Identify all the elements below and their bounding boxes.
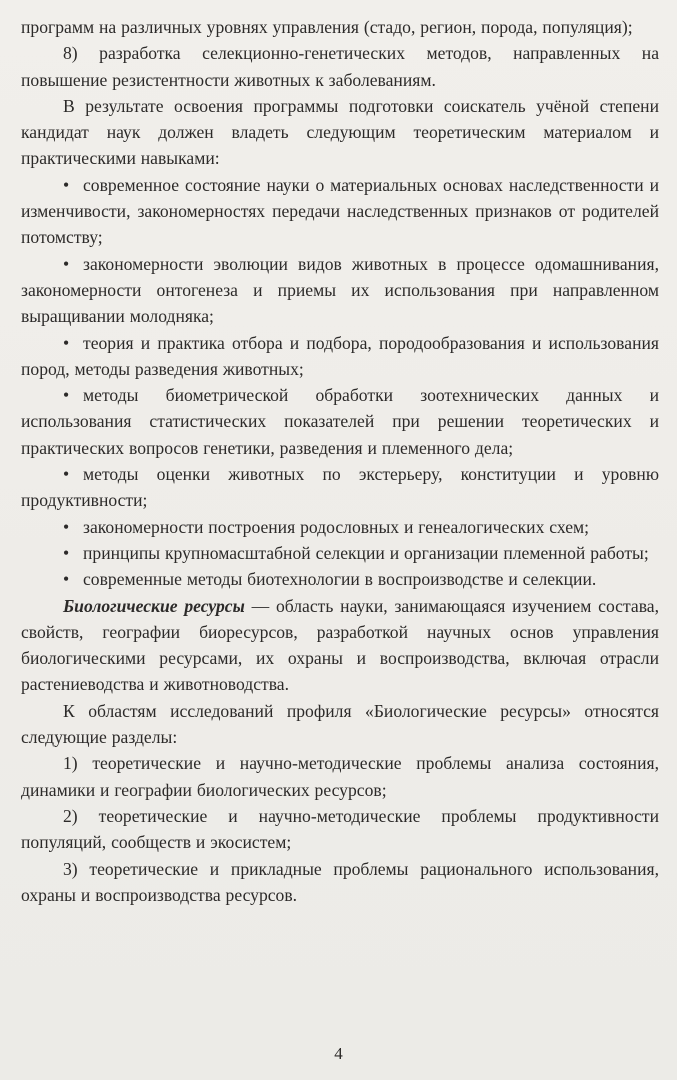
bullet-text: принципы крупномасштабной селекции и организации племенной работы; xyxy=(83,542,649,563)
bullet-icon: • xyxy=(63,385,70,406)
bullet-text: теория и практика отбора и подбора, породообразования и использования пород, методы разведения животных; xyxy=(21,332,659,379)
bullet-icon: • xyxy=(63,542,70,563)
paragraph-text: 1) теоретические и научно-методические проблемы анализа состояния, динамики и географии биологических ресурсов; xyxy=(21,753,659,800)
paragraph-text: В результате освоения программы подготовки соискатель учёной степени кандидат наук должен владеть следующим теоретическим материалом и практическими навыками: xyxy=(21,95,659,169)
body-text xyxy=(21,14,659,908)
paragraph-text: 2) теоретические и научно-методические проблемы продуктивности популяций, сообществ и экосистем; xyxy=(21,805,659,853)
page-number: 4 xyxy=(334,1044,343,1063)
paragraph-definition xyxy=(21,593,659,698)
bullet-item xyxy=(21,461,659,514)
list-item-1 xyxy=(21,750,659,803)
list-item-8 xyxy=(21,40,659,93)
bullet-text: закономерности построения родословных и генеалогических схем; xyxy=(83,516,590,537)
list-item-2 xyxy=(21,803,659,856)
bullet-icon: • xyxy=(63,253,70,274)
bullet-icon: • xyxy=(63,332,70,353)
bullet-item xyxy=(21,251,659,330)
paragraph-requirements-intro xyxy=(21,93,659,172)
paragraph-text: программ на различных уровнях управления (стадо, регион, порода, популяция); xyxy=(21,17,633,37)
paragraph-text: 3) теоретические и прикладные проблемы рационального использования, охраны и воспроизводства ресурсов. xyxy=(21,858,659,905)
bullet-item xyxy=(21,330,659,383)
bullet-item xyxy=(21,540,659,566)
bullet-text: современные методы биотехнологии в воспроизводстве и селекции. xyxy=(83,569,597,590)
paragraph-research-areas-intro xyxy=(21,698,659,751)
bullet-item xyxy=(21,172,659,251)
bullet-icon: • xyxy=(63,516,70,537)
bullet-icon: • xyxy=(63,464,70,485)
bullet-text: закономерности эволюции видов животных в процессе одомашнивания, закономерности онтогенеза и приемы их использования при направленном выращивании молодняка; xyxy=(21,253,659,327)
bullet-item xyxy=(21,514,659,540)
bullet-item xyxy=(21,382,659,461)
bullet-text: современное состояние науки о материальных основах наследственности и изменчивости, закономерностях передачи наследственных признаков от родителей потомству; xyxy=(21,174,659,248)
list-item-3 xyxy=(21,856,659,909)
bullet-text: методы оценки животных по экстерьеру, конституции и уровню продуктивности; xyxy=(21,464,659,511)
bullet-item xyxy=(21,566,659,592)
bullet-icon: • xyxy=(63,174,70,195)
definition-term: Биологические ресурсы xyxy=(63,595,245,616)
bullet-icon: • xyxy=(63,569,70,590)
definition-text: — область науки, занимающаяся изучением состава, свойств, географии биоресурсов, разработкой научных основ управления биологическими ресурсами, их охраны и воспроизводства, включая отрасли растениеводства и животноводства. xyxy=(21,595,659,695)
paragraph-continuation xyxy=(21,14,659,40)
paragraph-text: К областям исследований профиля «Биологические ресурсы» относятся следующие разделы: xyxy=(21,700,659,748)
paragraph-text: 8) разработка селекционно-генетических методов, направленных на повышение резистентности животных к заболеваниям. xyxy=(21,43,659,90)
bullet-text: методы биометрической обработки зоотехнических данных и использования статистических показателей при решении теоретических и практических вопросов генетики, разведения и племенного дела; xyxy=(21,385,659,458)
